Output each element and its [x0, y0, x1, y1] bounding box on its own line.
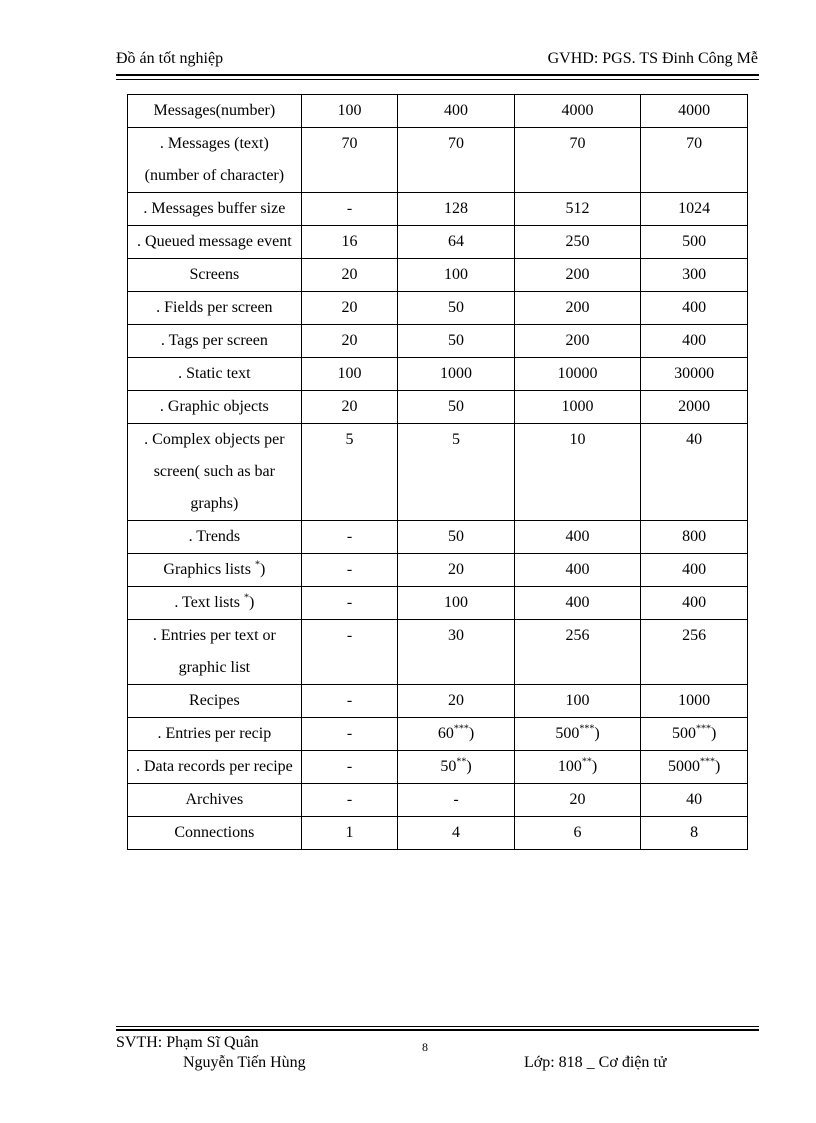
value-cell: -: [301, 521, 398, 554]
table-row: [128, 521, 748, 554]
value-cell: 4000: [641, 95, 748, 128]
value-cell: 50: [398, 391, 515, 424]
table-row: [128, 325, 748, 358]
value-cell: 256: [514, 620, 641, 685]
header-rule-thick: [116, 74, 759, 76]
value-cell: 100: [301, 95, 398, 128]
value-cell: 20: [301, 391, 398, 424]
table-row: [128, 424, 748, 521]
row-label-cell: . Tags per screen: [128, 325, 302, 358]
value-cell: 30000: [641, 358, 748, 391]
value-cell: 20: [301, 292, 398, 325]
table-row: [128, 391, 748, 424]
value-cell: -: [301, 685, 398, 718]
row-label-cell: Recipes: [128, 685, 302, 718]
value-cell: 400: [641, 587, 748, 620]
value-cell: 70: [514, 128, 641, 193]
value-cell: 20: [398, 685, 515, 718]
value-cell: 1000: [641, 685, 748, 718]
value-cell: 60***): [398, 718, 515, 751]
value-cell: 800: [641, 521, 748, 554]
value-cell: 500: [641, 226, 748, 259]
row-label-cell: Graphics lists *): [128, 554, 302, 587]
row-label-cell: . Messages buffer size: [128, 193, 302, 226]
value-cell: 1: [301, 817, 398, 850]
spec-table: [127, 94, 748, 850]
value-cell: 5: [301, 424, 398, 521]
value-cell: 200: [514, 292, 641, 325]
value-cell: 100: [301, 358, 398, 391]
value-cell: 4000: [514, 95, 641, 128]
value-cell: 200: [514, 259, 641, 292]
value-cell: 1024: [641, 193, 748, 226]
footer-student-2: Nguyễn Tiến Hùng: [183, 1054, 306, 1071]
table-row: [128, 292, 748, 325]
value-cell: 2000: [641, 391, 748, 424]
value-cell: 5: [398, 424, 515, 521]
value-cell: 400: [514, 521, 641, 554]
footnote-marker: **: [456, 756, 467, 768]
row-label-cell: . Entries per text or graphic list: [128, 620, 302, 685]
value-cell: 40: [641, 784, 748, 817]
table-row: [128, 95, 748, 128]
footnote-marker: *: [254, 559, 260, 571]
value-cell: 250: [514, 226, 641, 259]
value-cell: -: [301, 718, 398, 751]
value-cell: 10: [514, 424, 641, 521]
value-cell: 100: [514, 685, 641, 718]
value-cell: 400: [641, 292, 748, 325]
value-cell: 4: [398, 817, 515, 850]
value-cell: 20: [301, 259, 398, 292]
value-cell: 16: [301, 226, 398, 259]
value-cell: 400: [641, 554, 748, 587]
value-cell: 20: [398, 554, 515, 587]
footer-class: Lớp: 818 _ Cơ điện tử: [524, 1054, 667, 1071]
footnote-marker: *: [244, 592, 250, 604]
footnote-marker: ***: [699, 756, 715, 768]
row-label-cell: Archives: [128, 784, 302, 817]
header-rule-thin: [116, 79, 759, 80]
value-cell: 400: [514, 587, 641, 620]
table-row: [128, 817, 748, 850]
value-cell: 10000: [514, 358, 641, 391]
value-cell: -: [301, 620, 398, 685]
footnote-marker: **: [581, 756, 592, 768]
value-cell: 100: [398, 587, 515, 620]
value-cell: 1000: [514, 391, 641, 424]
row-label-cell: Screens: [128, 259, 302, 292]
table-row: [128, 587, 748, 620]
footer-rule-thick: [116, 1029, 759, 1031]
value-cell: 70: [641, 128, 748, 193]
value-cell: 70: [398, 128, 515, 193]
row-label-cell: . Static text: [128, 358, 302, 391]
footnote-marker: ***: [695, 723, 711, 735]
footnote-marker: ***: [579, 723, 595, 735]
header-supervisor: GVHD: PGS. TS Đinh Công Mễ: [547, 50, 758, 67]
value-cell: 20: [514, 784, 641, 817]
table-row: [128, 784, 748, 817]
value-cell: 256: [641, 620, 748, 685]
table-row: [128, 128, 748, 193]
table-row: [128, 751, 748, 784]
row-label-cell: . Fields per screen: [128, 292, 302, 325]
value-cell: 5000***): [641, 751, 748, 784]
value-cell: -: [301, 784, 398, 817]
header-title: Đồ án tốt nghiệp: [116, 50, 224, 67]
value-cell: 400: [398, 95, 515, 128]
row-label-cell: . Entries per recip: [128, 718, 302, 751]
value-cell: 100: [398, 259, 515, 292]
table-row: [128, 718, 748, 751]
value-cell: 70: [301, 128, 398, 193]
row-label-cell: . Graphic objects: [128, 391, 302, 424]
table-row: [128, 193, 748, 226]
row-label-cell: . Queued message event: [128, 226, 302, 259]
value-cell: 500***): [641, 718, 748, 751]
value-cell: 100**): [514, 751, 641, 784]
value-cell: 400: [641, 325, 748, 358]
row-label-cell: Messages(number): [128, 95, 302, 128]
table-row: [128, 620, 748, 685]
value-cell: -: [398, 784, 515, 817]
footer-rule-thin: [116, 1026, 759, 1027]
value-cell: 1000: [398, 358, 515, 391]
table-row: [128, 358, 748, 391]
footer-student-1: SVTH: Phạm Sĩ Quân: [116, 1034, 259, 1051]
value-cell: 50: [398, 325, 515, 358]
table-row: [128, 259, 748, 292]
row-label-cell: . Complex objects per screen( such as bar graphs): [128, 424, 302, 521]
value-cell: 50: [398, 521, 515, 554]
value-cell: 128: [398, 193, 515, 226]
value-cell: 20: [301, 325, 398, 358]
value-cell: 50**): [398, 751, 515, 784]
spec-table-body: [128, 95, 748, 850]
value-cell: 300: [641, 259, 748, 292]
page-header: [116, 50, 758, 74]
footnote-marker: ***: [453, 723, 469, 735]
value-cell: 30: [398, 620, 515, 685]
value-cell: -: [301, 554, 398, 587]
value-cell: 64: [398, 226, 515, 259]
value-cell: -: [301, 193, 398, 226]
value-cell: 200: [514, 325, 641, 358]
row-label-cell: . Trends: [128, 521, 302, 554]
row-label-cell: . Text lists *): [128, 587, 302, 620]
row-label-cell: . Messages (text) (number of character): [128, 128, 302, 193]
table-row: [128, 685, 748, 718]
table-row: [128, 554, 748, 587]
value-cell: 512: [514, 193, 641, 226]
row-label-cell: Connections: [128, 817, 302, 850]
value-cell: -: [301, 587, 398, 620]
value-cell: 8: [641, 817, 748, 850]
page-number: 8: [422, 1040, 428, 1054]
value-cell: 50: [398, 292, 515, 325]
value-cell: -: [301, 751, 398, 784]
value-cell: 500***): [514, 718, 641, 751]
row-label-cell: . Data records per recipe: [128, 751, 302, 784]
table-row: [128, 226, 748, 259]
value-cell: 400: [514, 554, 641, 587]
page-footer: [116, 1034, 759, 1084]
value-cell: 6: [514, 817, 641, 850]
value-cell: 40: [641, 424, 748, 521]
